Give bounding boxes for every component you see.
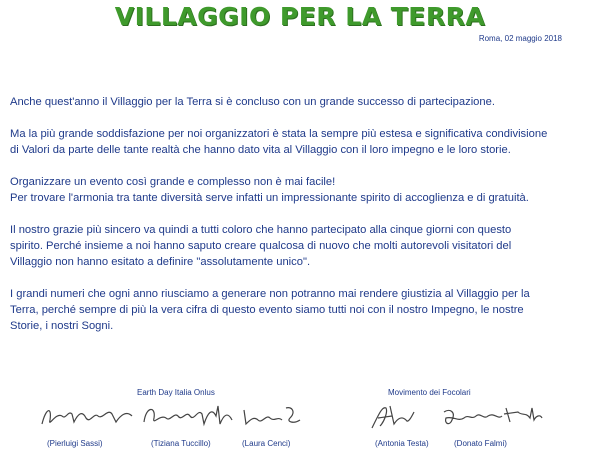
- text-line: Villaggio non hanno esitato a definire "assolutamente unico".: [10, 256, 311, 268]
- signature-falmi: [440, 402, 545, 432]
- text-line: di Valori da parte delle tante realtà che hanno dato vita al Villaggio con il loro impegno e le loro storie.: [10, 144, 511, 156]
- signature-testa: [368, 402, 418, 432]
- logo: VILLAGGIO PER LA TERRA: [114, 2, 486, 31]
- signature-tuccillo: [140, 402, 235, 432]
- signature-cenci: [240, 402, 305, 432]
- letter-body: [10, 94, 592, 350]
- signatory-name: (Pierluigi Sassi): [47, 439, 103, 448]
- text-line: Anche quest'anno il Villaggio per la Terra si è concluso con un grande successo di partecipazione.: [10, 96, 495, 108]
- organization-movimento-focolari: Movimento dei Focolari: [388, 388, 471, 397]
- text-line: Il nostro grazie più sincero va quindi a tutti coloro che hanno partecipato alla cinque giorni con questo: [10, 224, 512, 236]
- text-line: Terra, perché sempre di più la vera cifra di questo evento siamo tutti noi con il nostro Impegno, le nostre: [10, 304, 524, 316]
- paragraph-5: [10, 286, 592, 334]
- paragraph-4: [10, 222, 592, 270]
- signature-sassi: [38, 402, 138, 432]
- letter-date: Roma, 02 maggio 2018: [478, 34, 562, 43]
- text-line: spirito. Perché insieme a noi hanno saputo creare qualcosa di nuovo che molti autorevoli visitatori del: [10, 240, 512, 252]
- text-line: I grandi numeri che ogni anno riusciamo a generare non potranno mai rendere giustizia al Villaggio per la: [10, 288, 530, 300]
- text-line: Storie, i nostri Sogni.: [10, 320, 114, 332]
- paragraph-3: [10, 174, 592, 206]
- text-line: Organizzare un evento così grande e complesso non è mai facile!: [10, 176, 336, 188]
- text-line: Ma la più grande soddisfazione per noi organizzatori è stata la sempre più estesa e significativa condivisione: [10, 128, 548, 140]
- signatory-name: (Laura Cenci): [242, 439, 291, 448]
- text-line: Per trovare l'armonia tra tante diversità serve infatti un impressionante spirito di accoglienza e di gratuità.: [10, 192, 529, 204]
- signatory-name: (Donato Falmi): [454, 439, 507, 448]
- signatory-name: (Antonia Testa): [375, 439, 429, 448]
- signatory-name: (Tiziana Tuccillo): [151, 439, 211, 448]
- paragraph-2: [10, 126, 592, 158]
- organization-earth-day-italia: Earth Day Italia Onlus: [137, 388, 215, 397]
- paragraph-1: [10, 94, 592, 110]
